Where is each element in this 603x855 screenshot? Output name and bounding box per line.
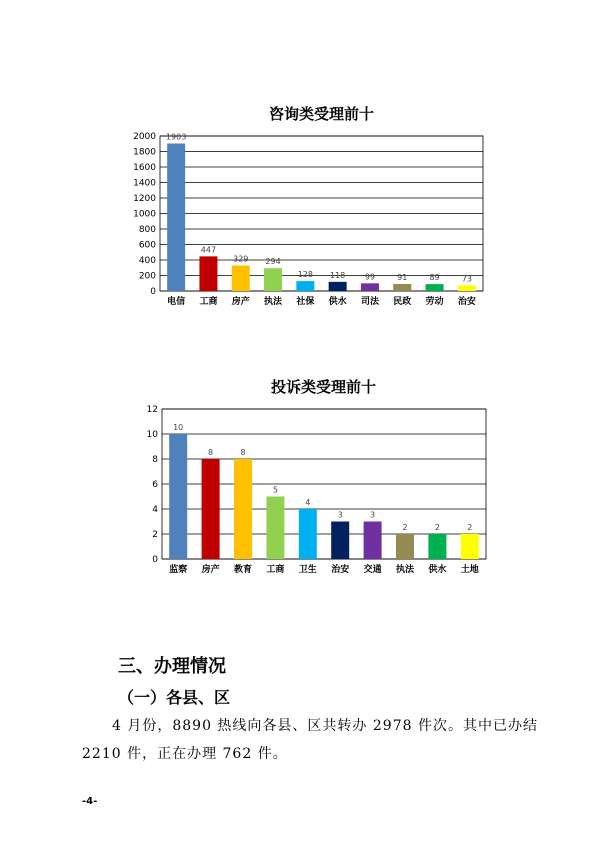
y-tick-label: 4 bbox=[152, 505, 158, 515]
complaint-bar-chart bbox=[0, 402, 603, 592]
bar-1 bbox=[167, 144, 185, 291]
category-label: 教育 bbox=[233, 565, 253, 575]
bar-5 bbox=[296, 281, 314, 291]
body-paragraph: 4 月份，8890 热线向各县、区共转办 2978 件次。其中已办结 2210 件，正在办理 762 件。 bbox=[82, 718, 538, 762]
y-tick-label: 2000 bbox=[133, 132, 156, 142]
data-label: 5 bbox=[272, 485, 278, 495]
data-label: 1903 bbox=[165, 132, 187, 142]
bar-1 bbox=[169, 434, 187, 559]
bar-3 bbox=[232, 266, 250, 291]
category-label: 房产 bbox=[231, 297, 250, 307]
data-label: 4 bbox=[305, 498, 311, 507]
bar-9 bbox=[428, 534, 446, 559]
y-tick-label: 1400 bbox=[133, 178, 156, 189]
data-label: 3 bbox=[370, 510, 376, 520]
data-label: 10 bbox=[173, 423, 184, 432]
y-tick-label: 2 bbox=[152, 530, 158, 540]
category-label: 执法 bbox=[264, 297, 283, 307]
category-label: 工商 bbox=[199, 297, 218, 307]
category-label: 治安 bbox=[457, 297, 476, 307]
data-label: 118 bbox=[330, 270, 346, 280]
y-tick-label: 12 bbox=[146, 405, 158, 415]
bar-6 bbox=[329, 282, 347, 291]
category-label: 供水 bbox=[428, 565, 447, 575]
bar-8 bbox=[393, 284, 411, 291]
section-heading: 三、办理情况 bbox=[118, 656, 226, 677]
y-tick-label: 0 bbox=[150, 287, 156, 297]
bar-8 bbox=[396, 534, 414, 559]
bar-3 bbox=[234, 459, 252, 559]
bar-4 bbox=[266, 497, 284, 560]
bar-2 bbox=[202, 459, 220, 559]
consultation-bar-chart bbox=[0, 128, 603, 318]
data-label: 2 bbox=[434, 523, 440, 532]
data-label: 8 bbox=[240, 448, 246, 457]
category-label: 土地 bbox=[460, 565, 479, 575]
consultation-chart-title: 咨询类受理前十 bbox=[268, 105, 374, 123]
category-label: 劳动 bbox=[425, 297, 444, 307]
bar-2 bbox=[199, 256, 217, 291]
page-number: -4- bbox=[82, 796, 98, 807]
data-label: 2 bbox=[467, 523, 473, 532]
data-label: 89 bbox=[429, 273, 440, 283]
data-label: 128 bbox=[297, 270, 313, 280]
bar-9 bbox=[426, 284, 444, 291]
category-label: 交通 bbox=[363, 565, 382, 575]
category-label: 电信 bbox=[167, 297, 186, 307]
data-label: 447 bbox=[200, 245, 217, 255]
y-tick-label: 0 bbox=[152, 555, 158, 565]
category-label: 房产 bbox=[201, 565, 220, 575]
category-label: 民政 bbox=[393, 297, 412, 307]
category-label: 工商 bbox=[266, 565, 285, 575]
data-label: 73 bbox=[461, 274, 472, 284]
bar-5 bbox=[299, 509, 317, 559]
y-tick-label: 6 bbox=[152, 480, 158, 490]
y-tick-label: 10 bbox=[146, 430, 158, 440]
category-label: 执法 bbox=[395, 565, 415, 575]
y-tick-label: 200 bbox=[138, 271, 156, 282]
category-label: 监察 bbox=[169, 565, 188, 575]
sub-heading: （一）各县、区 bbox=[118, 688, 231, 707]
category-label: 司法 bbox=[360, 297, 379, 307]
category-label: 治安 bbox=[331, 565, 350, 575]
y-tick-label: 1200 bbox=[133, 194, 156, 204]
data-label: 329 bbox=[233, 254, 249, 264]
y-tick-label: 1000 bbox=[133, 209, 156, 220]
data-label: 91 bbox=[397, 272, 408, 282]
y-tick-label: 1800 bbox=[133, 147, 156, 158]
bar-10 bbox=[461, 534, 479, 559]
y-tick-label: 800 bbox=[138, 225, 156, 235]
data-label: 8 bbox=[208, 448, 214, 457]
y-tick-label: 1600 bbox=[133, 163, 156, 173]
category-label: 卫生 bbox=[298, 565, 317, 575]
bar-7 bbox=[361, 283, 379, 291]
bar-10 bbox=[458, 285, 476, 291]
y-tick-label: 8 bbox=[152, 455, 158, 465]
data-label: 99 bbox=[364, 272, 376, 282]
complaint-chart-title: 投诉类受理前十 bbox=[270, 378, 376, 396]
bar-6 bbox=[331, 522, 349, 560]
bar-7 bbox=[364, 522, 382, 560]
y-tick-label: 600 bbox=[138, 240, 156, 251]
data-label: 294 bbox=[265, 257, 281, 267]
data-label: 3 bbox=[337, 510, 343, 520]
category-label: 供水 bbox=[328, 297, 347, 307]
y-tick-label: 400 bbox=[138, 256, 156, 266]
category-label: 社保 bbox=[296, 297, 315, 307]
bar-4 bbox=[264, 268, 282, 291]
data-label: 2 bbox=[402, 523, 408, 532]
